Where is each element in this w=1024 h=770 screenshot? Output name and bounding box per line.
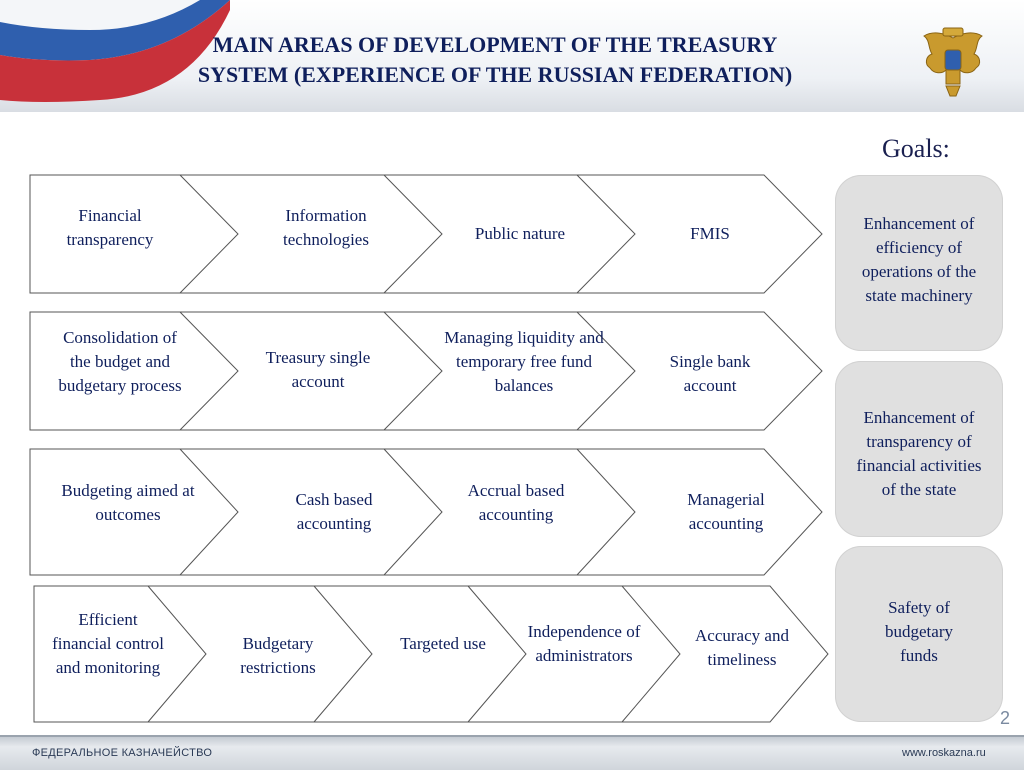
- area-label-line: outcomes: [95, 505, 161, 524]
- area-label-line: accounting: [478, 505, 554, 524]
- area-label-line: timeliness: [707, 650, 777, 669]
- area-label-line: Independence of: [527, 622, 641, 641]
- area-label-line: Managing liquidity and: [444, 328, 604, 347]
- area-label-line: Treasury single: [265, 348, 371, 367]
- area-label: [610, 222, 810, 246]
- area-label-line: technologies: [283, 230, 369, 249]
- area-label: [420, 222, 620, 246]
- area-label-line: Accuracy and: [695, 626, 789, 645]
- area-label-line: budgetary process: [58, 376, 182, 395]
- area-label: [28, 479, 228, 527]
- slide-title: [120, 30, 870, 90]
- area-label-line: Cash based: [295, 490, 373, 509]
- area-label-line: the budget and: [69, 352, 171, 371]
- title-line-2: SYSTEM (EXPERIENCE OF THE RUSSIAN FEDERATION): [197, 62, 793, 87]
- goal-text-line: of the state: [881, 480, 957, 499]
- area-label-line: and monitoring: [55, 658, 161, 677]
- area-label-line: transparency: [66, 230, 154, 249]
- goal-text: [835, 406, 1003, 502]
- goals-label: Goals:: [882, 134, 950, 163]
- goal-box: [835, 361, 1003, 537]
- area-label-line: Accrual based: [467, 481, 565, 500]
- goal-text-line: state machinery: [865, 286, 973, 305]
- area-label-line: Managerial: [687, 490, 765, 509]
- goal-text: [835, 596, 1003, 668]
- area-label-line: Targeted use: [400, 634, 486, 653]
- goal-text-line: Enhancement of: [863, 408, 975, 427]
- area-label-line: balances: [494, 376, 554, 395]
- double-headed-eagle-emblem-icon: [916, 24, 990, 100]
- area-label-line: account: [291, 372, 345, 391]
- area-label: [234, 488, 434, 536]
- area-label-line: accounting: [688, 514, 764, 533]
- goal-text: [835, 212, 1003, 308]
- area-label-line: Information: [285, 206, 367, 225]
- area-label-line: Budgetary: [242, 634, 314, 653]
- area-label-line: Consolidation of: [63, 328, 177, 347]
- slide-header: [0, 0, 1024, 112]
- area-label-line: FMIS: [690, 224, 730, 243]
- area-label: [416, 479, 616, 527]
- footer-organization: ФЕДЕРАЛЬНОЕ КАЗНАЧЕЙСТВО: [32, 747, 213, 759]
- goal-text-line: budgetary: [885, 622, 953, 641]
- area-label-line: financial control: [52, 634, 164, 653]
- goal-text-line: financial activities: [856, 456, 982, 475]
- area-label: [610, 350, 810, 398]
- development-areas-grid: [22, 166, 832, 728]
- area-label: [20, 326, 220, 398]
- area-label: [10, 204, 210, 252]
- area-label: [226, 204, 426, 252]
- area-label-line: account: [683, 376, 737, 395]
- area-label: [424, 326, 624, 398]
- area-label: [218, 346, 418, 394]
- area-label-line: Budgeting aimed at: [61, 481, 195, 500]
- area-label: [642, 624, 842, 672]
- goal-box: [835, 175, 1003, 351]
- goal-text-line: Enhancement of: [863, 214, 975, 233]
- footer-website-link[interactable]: www.roskazna.ru: [902, 747, 986, 759]
- goal-text-line: Safety of: [888, 598, 950, 617]
- footer-bar: [0, 735, 1024, 770]
- area-label-line: restrictions: [240, 658, 316, 677]
- title-line-1: MAIN AREAS OF DEVELOPMENT OF THE TREASURY: [212, 32, 778, 57]
- area-label-line: Efficient: [78, 610, 138, 629]
- area-label: [626, 488, 826, 536]
- area-label-line: Single bank: [669, 352, 751, 371]
- goal-text-line: transparency of: [866, 432, 972, 451]
- area-label-line: administrators: [535, 646, 633, 665]
- goal-text-line: funds: [900, 646, 938, 665]
- area-label-line: Public nature: [474, 224, 566, 243]
- goal-box: [835, 546, 1003, 722]
- goal-text-line: operations of the: [861, 262, 977, 281]
- page-number: 2: [1000, 708, 1011, 728]
- area-label-line: temporary free fund: [456, 352, 592, 371]
- area-label-line: Financial: [78, 206, 142, 225]
- area-label-line: accounting: [296, 514, 372, 533]
- goal-text-line: efficiency of: [875, 238, 963, 257]
